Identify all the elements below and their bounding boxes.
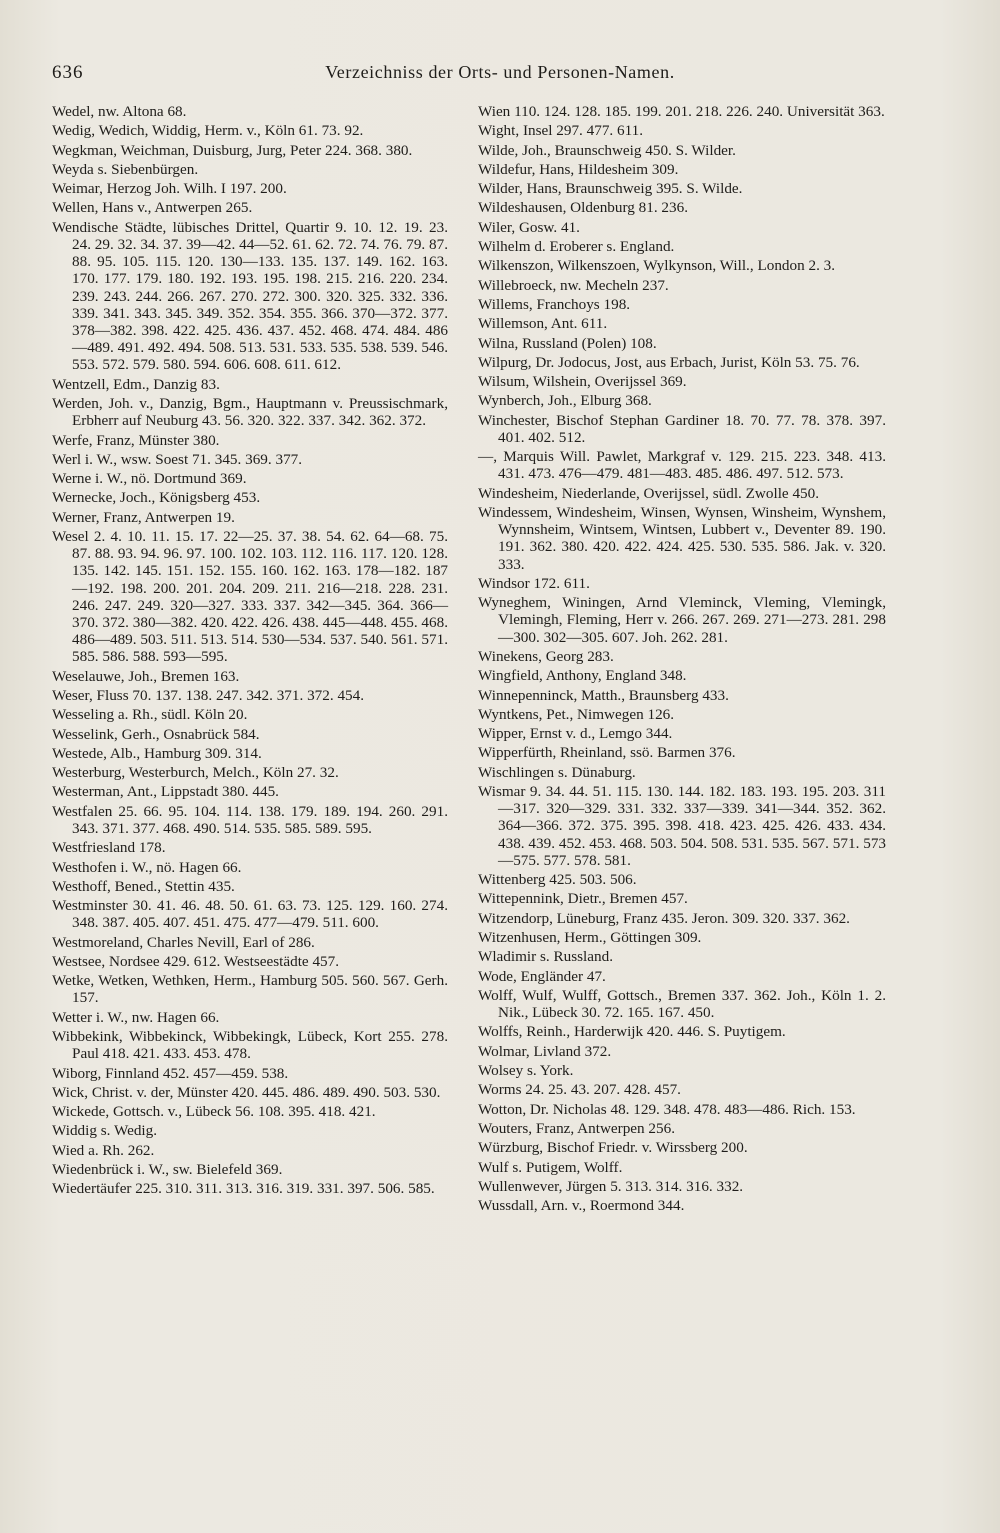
index-entry: Wesseling a. Rh., südl. Köln 20. <box>52 706 248 724</box>
index-entry: Wiedenbrück i. W., sw. Bielefeld 369. <box>52 1161 283 1179</box>
index-entry: Witzenhusen, Herm., Göttingen 309. <box>478 929 702 947</box>
index-entry: Wolmar, Livland 372. <box>478 1042 612 1060</box>
running-title: Verzeichniss der Orts- und Personen-Namen. <box>325 62 675 82</box>
index-entry: Wied a. Rh. 262. <box>52 1141 155 1159</box>
index-entry: Wyntkens, Pet., Nimwegen 126. <box>478 705 675 723</box>
index-entry: Wetter i. W., nw. Hagen 66. <box>52 1008 220 1026</box>
index-entry: Willemson, Ant. 611. <box>478 315 608 333</box>
index-entry: Windsor 172. 611. <box>478 574 590 592</box>
index-entry: Wode, Engländer 47. <box>478 967 606 985</box>
index-entry: Wynberch, Joh., Elburg 368. <box>478 392 652 410</box>
index-entry: Windesheim, Niederlande, Overijssel, südl. Zwolle 450. <box>478 484 820 502</box>
index-column-right <box>478 103 886 1216</box>
index-entry: Widdig s. Wedig. <box>52 1122 158 1140</box>
index-entry: Wulf s. Putigem, Wolff. <box>478 1158 623 1176</box>
index-entry: Westerman, Ant., Lippstadt 380. 445. <box>52 783 279 801</box>
index-entry: Wladimir s. Russland. <box>478 948 613 966</box>
index-entry: Westerburg, Westerburch, Melch., Köln 27. 32. <box>52 764 339 782</box>
index-entry: Wipper, Ernst v. d., Lemgo 344. <box>478 725 673 743</box>
index-entry: Westminster 30. 41. 46. 48. 50. 61. 63. 73. 125. 129. 160. 274. 348. 387. 405. 407. 451. 475. 477—479. 511. 600. <box>52 897 448 932</box>
index-entry: Westede, Alb., Hamburg 309. 314. <box>52 744 262 762</box>
index-entry: Wildefur, Hans, Hildesheim 309. <box>478 160 679 178</box>
index-entry: Wetke, Wetken, Wethken, Herm., Hamburg 505. 560. 567. Gerh. 157. <box>52 972 448 1007</box>
index-entry: Wilder, Hans, Braunschweig 395. S. Wilde. <box>478 180 743 198</box>
index-entry: Wesselink, Gerh., Osnabrück 584. <box>52 725 260 743</box>
index-entry: Wiler, Gosw. 41. <box>478 218 580 236</box>
index-column-left <box>52 103 448 1200</box>
index-entry: Werden, Joh. v., Danzig, Bgm., Hauptmann v. Preussischmark, Erbherr auf Neuburg 43. 56. 320. 322. 337. 342. 362. 372. <box>52 395 448 430</box>
index-entry: Wernecke, Joch., Königsberg 453. <box>52 489 261 507</box>
index-entry: Windessem, Windesheim, Winsen, Wynsen, Winsheim, Wynshem, Wynnsheim, Wintsem, Wintsen, Lubbert v., Deventer 89. 190. 191. 362. 380. 420. 422. 424. 425. 530. 535. 586. Jak. v. 320. 333. <box>478 504 886 573</box>
index-entry: Wolffs, Reinh., Harderwijk 420. 446. S. Puytigem. <box>478 1023 786 1041</box>
index-entry: Wilhelm d. Eroberer s. England. <box>478 238 675 256</box>
index-entry: Werl i. W., wsw. Soest 71. 345. 369. 377. <box>52 450 303 468</box>
index-entry: Wussdall, Arn. v., Roermond 344. <box>478 1197 685 1215</box>
index-entry: Wegkman, Weichman, Duisburg, Jurg, Peter 224. 368. 380. <box>52 141 413 159</box>
index-entry: Weselauwe, Joh., Bremen 163. <box>52 667 240 685</box>
page-header <box>52 62 948 86</box>
index-entry: Wolff, Wulf, Wulff, Gottsch., Bremen 337. 362. Joh., Köln 1. 2. Nik., Lübeck 30. 72. 165. 167. 450. <box>478 986 886 1022</box>
index-entry: Wight, Insel 297. 477. 611. <box>478 122 644 140</box>
index-entry: Wilde, Joh., Braunschweig 450. S. Wilder. <box>478 141 736 159</box>
index-entry: Wellen, Hans v., Antwerpen 265. <box>52 199 253 217</box>
index-entry: Weser, Fluss 70. 137. 138. 247. 342. 371. 372. 454. <box>52 687 365 704</box>
index-entry: Wittenberg 425. 503. 506. <box>478 871 637 889</box>
index-entry: Wilkenszon, Wilkenszoen, Wylkynson, Will., London 2. 3. <box>478 257 836 275</box>
index-entry: Wittepennink, Dietr., Bremen 457. <box>478 890 688 908</box>
index-entry: Wingfield, Anthony, England 348. <box>478 667 687 685</box>
index-entry: Wien 110. 124. 128. 185. 199. 201. 218. 226. 240. Universität 363. <box>478 103 885 120</box>
index-entry: Worms 24. 25. 43. 207. 428. 457. <box>478 1081 681 1099</box>
index-entry: Westhoff, Bened., Stettin 435. <box>52 877 235 895</box>
index-entry: Wildeshausen, Oldenburg 81. 236. <box>478 199 689 217</box>
index-entry: Wilsum, Wilshein, Overijssel 369. <box>478 373 687 391</box>
index-entry: Wismar 9. 34. 44. 51. 115. 130. 144. 182. 183. 193. 195. 203. 311—317. 320—329. 331. 332. 337—339. 341—344. 352. 362. 364—366. 372. 375. 395. 398. 418. 423. 425. 426. 433. 434. 438. 439. 452. 453. 468. 503. 504. 508. 531. 535. 567. 571. 573—575. 577. 578. 581. <box>478 783 886 869</box>
index-entry: Westhofen i. W., nö. Hagen 66. <box>52 858 242 876</box>
index-entry: Winekens, Georg 283. <box>478 647 614 665</box>
index-entry: Wiborg, Finnland 452. 457—459. 538. <box>52 1064 289 1082</box>
page-number: 636 <box>52 62 84 83</box>
index-entry: Willems, Franchoys 198. <box>478 295 631 313</box>
index-entry: Wolsey s. York. <box>478 1062 574 1080</box>
index-entry: Werne i. W., nö. Dortmund 369. <box>52 470 247 488</box>
index-entry: Westmoreland, Charles Nevill, Earl of 286. <box>52 933 315 951</box>
index-entry: Wilna, Russland (Polen) 108. <box>478 334 657 352</box>
index-entry: Willebroeck, nw. Mecheln 237. <box>478 276 669 294</box>
index-entry: Winnepenninck, Matth., Braunsberg 433. <box>478 686 729 704</box>
index-entry: Wilpurg, Dr. Jodocus, Jost, aus Erbach, Jurist, Köln 53. 75. 76. <box>478 353 860 371</box>
index-entry: Wouters, Franz, Antwerpen 256. <box>478 1119 676 1137</box>
index-entry: Wullenwever, Jürgen 5. 313. 314. 316. 332. <box>478 1177 744 1195</box>
index-entry: Wiedertäufer 225. 310. 311. 313. 316. 319. 331. 397. 506. 585. <box>52 1180 435 1198</box>
index-entry: Wipperfürth, Rheinland, ssö. Barmen 376. <box>478 744 736 762</box>
index-entry: Witzendorp, Lüneburg, Franz 435. Jeron. 309. 320. 337. 362. <box>478 909 850 927</box>
index-entry: Wendische Städte, lübisches Drittel, Quartir 9. 10. 12. 19. 23. 24. 29. 32. 34. 37. 39—42. 44—52. 61. 62. 72. 74. 76. 79. 87. 88. 95. 105. 115. 120. 130—133. 135. 137. 149. 162. 163. 170. 177. 179. 180. 192. 193. 195. 198. 215. 216. 220. 234. 239. 243. 244. 266. 267. 270. 272. 300. 320. 325. 332. 336. 339. 341. 343. 345. 349. 352. 354. 355. 366. 370—372. 377. 378—382. 398. 422. 425. 436. 437. 452. 468. 474. 484. 486—489. 491. 492. 494. 508. 513. 531. 533. 535. 538. 539. 546. 553. 572. 579. 580. 594. 606. 608. 611. 612. <box>52 218 448 374</box>
index-entry: Würzburg, Bischof Friedr. v. Wirssberg 200. <box>478 1139 748 1157</box>
index-entry: Wesel 2. 4. 10. 11. 15. 17. 22—25. 37. 38. 54. 62. 64—68. 75. 87. 88. 93. 94. 96. 97. 100. 102. 103. 112. 116. 117. 120. 128. 135. 142. 145. 151. 152. 155. 160. 162. 163. 178—182. 187—192. 198. 200. 201. 204. 209. 211. 216—218. 228. 231. 246. 247. 249. 320—327. 333. 337. 342—345. 364. 366—370. 372. 380—382. 420. 422. 426. 438. 445—448. 455. 468. 486—489. 503. 511. 513. 514. 530—534. 537. 540. 561. 571. 585. 586. 588. 593—595. <box>52 527 448 666</box>
index-entry: Wibbekink, Wibbekinck, Wibbekingk, Lübeck, Kort 255. 278. Paul 418. 421. 433. 453. 478. <box>52 1028 448 1063</box>
index-entry: Wedig, Wedich, Widdig, Herm. v., Köln 61. 73. 92. <box>52 122 364 140</box>
index-entry: Winchester, Bischof Stephan Gardiner 18. 70. 77. 78. 378. 397. 401. 402. 512. <box>478 411 886 446</box>
index-entry: Wick, Christ. v. der, Münster 420. 445. 486. 489. 490. 503. 530. <box>52 1083 441 1101</box>
index-entry: Wotton, Dr. Nicholas 48. 129. 348. 478. 483—486. Rich. 153. <box>478 1100 856 1118</box>
index-entry: Wyneghem, Winingen, Arnd Vleminck, Vleming, Vlemingk, Vlemingh, Fleming, Herr v. 266. 267. 269. 271—273. 281. 298—300. 302—305. 607. Joh. 262. 281. <box>478 594 886 646</box>
index-entry: Weyda s. Siebenbürgen. <box>52 160 199 178</box>
index-entry: Westfalen 25. 66. 95. 104. 114. 138. 179. 189. 194. 260. 291. 343. 371. 377. 468. 490. 514. 535. 585. 589. 595. <box>52 802 448 837</box>
index-entry: Westfriesland 178. <box>52 839 166 857</box>
index-entry: Weimar, Herzog Joh. Wilh. I 197. 200. <box>52 180 287 198</box>
index-entry: Werner, Franz, Antwerpen 19. <box>52 508 235 526</box>
index-entry: Wischlingen s. Dünaburg. <box>478 763 636 781</box>
index-entry: Westsee, Nordsee 429. 612. Westseestädte 457. <box>52 952 340 970</box>
index-entry: Wedel, nw. Altona 68. <box>52 103 187 120</box>
index-entry: Werfe, Franz, Münster 380. <box>52 431 220 449</box>
index-entry: Wickede, Gottsch. v., Lübeck 56. 108. 395. 418. 421. <box>52 1103 376 1121</box>
index-entry: Wentzell, Edm., Danzig 83. <box>52 375 220 393</box>
index-entry: —, Marquis Will. Pawlet, Markgraf v. 129. 215. 223. 348. 413. 431. 473. 476—479. 481—483. 485. 486. 497. 512. 573. <box>478 448 886 483</box>
